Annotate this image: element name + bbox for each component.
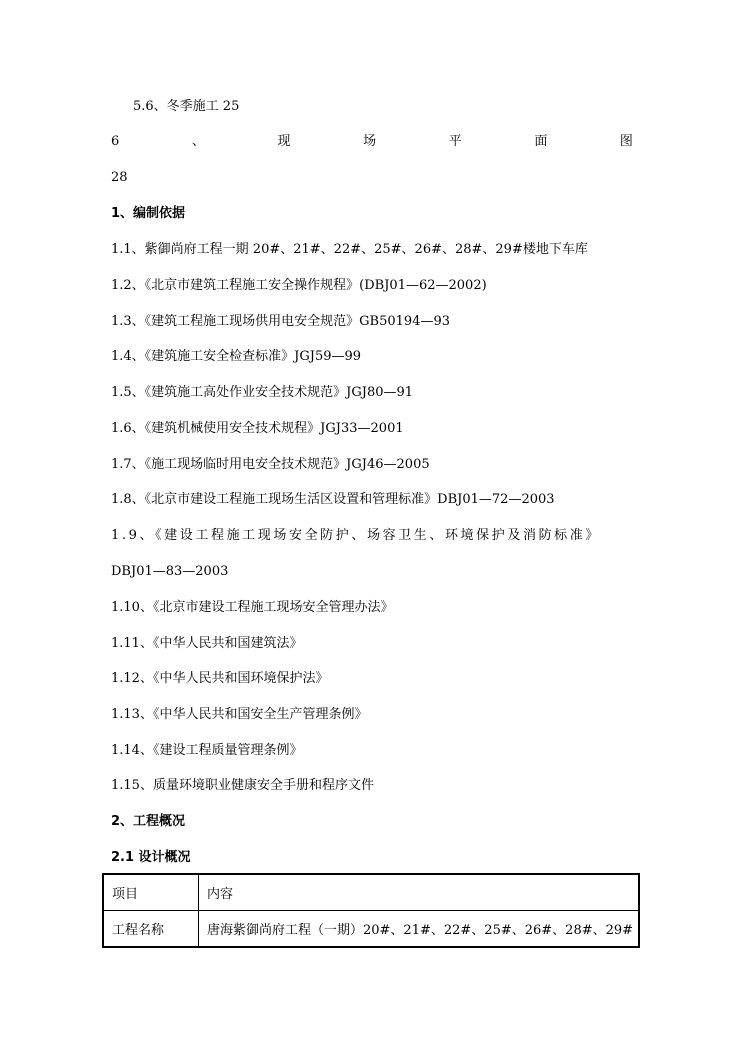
basis-item: 1.4、《建筑施工安全检查标准》JGJ59—99 — [111, 349, 362, 364]
toc-item-6 — [111, 134, 633, 150]
table-header-cell: 项目 — [103, 874, 199, 911]
toc-item-6-part: 面 — [534, 134, 548, 149]
toc-item-6-page: 28 — [111, 170, 128, 185]
section-2-heading: 2、工程概况 — [111, 814, 186, 829]
basis-item: 1.3、《建筑工程施工现场供用电安全规范》GB50194—93 — [111, 314, 451, 329]
basis-item: 1.6、《建筑机械使用安全技术规程》JGJ33—2001 — [111, 421, 404, 436]
basis-item: 1.10、《北京市建设工程施工现场安全管理办法》 — [111, 600, 394, 615]
basis-item: 1.13、《中华人民共和国安全生产管理条例》 — [111, 707, 368, 722]
basis-item: 1.5、《建筑施工高处作业安全技术规范》JGJ80—91 — [111, 385, 414, 400]
basis-item: 1.11、《中华人民共和国建筑法》 — [111, 636, 303, 651]
table-header-row — [103, 874, 639, 911]
toc-item-6-part: 6 — [111, 134, 120, 149]
table-row — [103, 911, 639, 948]
basis-item-continued: DBJ01—83—2003 — [111, 564, 229, 579]
toc-item-6-part: 现 — [277, 134, 291, 149]
toc-item-6-part: 平 — [448, 134, 462, 149]
design-overview-table — [102, 873, 640, 948]
toc-item-6-part: 图 — [619, 134, 633, 149]
basis-item: 1.14、《建设工程质量管理条例》 — [111, 743, 303, 758]
table-header-cell: 内容 — [199, 874, 640, 911]
toc-item-5-6: 5.6、冬季施工 25 — [133, 99, 240, 114]
basis-item: 1.1、紫御尚府工程一期 20#、21#、22#、25#、26#、28#、29#楼地下车库 — [111, 242, 588, 257]
basis-item: 1.12、《中华人民共和国环境保护法》 — [111, 671, 329, 686]
basis-item: 1.2、《北京市建筑工程施工安全操作规程》(DBJ01—62—2002) — [111, 278, 487, 293]
table-cell: 工程名称 — [103, 911, 199, 948]
basis-item: 1.7、《施工现场临时用电安全技术规范》JGJ46—2005 — [111, 457, 430, 472]
section-2-1-heading: 2.1 设计概况 — [111, 850, 191, 865]
section-1-heading: 1、编制依据 — [111, 206, 186, 221]
toc-item-6-part: 场 — [363, 134, 377, 149]
toc-item-6-part: 、 — [191, 134, 205, 149]
basis-item: 1.9、《建设工程施工现场安全防护、场容卫生、环境保护及消防标准》 — [111, 528, 601, 543]
table-cell: 唐海紫御尚府工程（一期）20#、21#、22#、25#、26#、28#、29# — [199, 911, 640, 948]
basis-item: 1.15、质量环境职业健康安全手册和程序文件 — [111, 778, 374, 793]
basis-item: 1.8、《北京市建设工程施工现场生活区设置和管理标准》DBJ01—72—2003 — [111, 492, 555, 507]
